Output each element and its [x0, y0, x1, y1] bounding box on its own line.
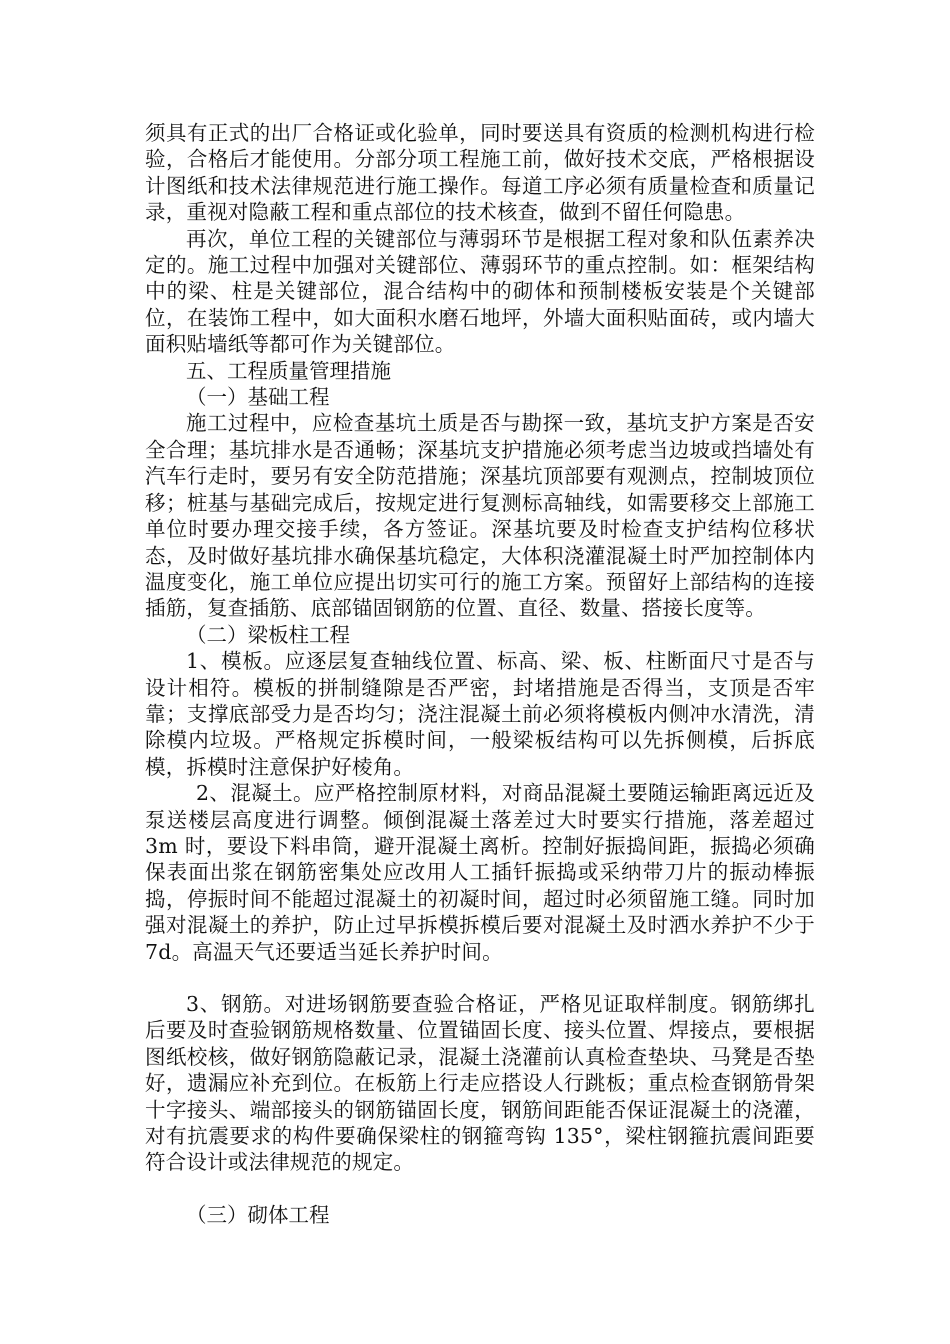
document-page [145, 120, 815, 1228]
subsection-heading-beam-slab-column: （二）梁板柱工程 [186, 622, 350, 647]
paragraph-concrete: 2、混凝土。应严格控制原材料，对商品混凝土要随运输距离远近及泵送楼层高度进行调整。倾倒混凝土落差过大时要实行措施，落差超过 3m 时，要设下料串筒，避开混凝土离析。控制好振捣间距，振捣必须确保表面出浆在钢筋密集处应改用人工插钎振捣或采纳带刀片的振动棒振捣，停振时间不能超过混凝土的初凝时间，超过时必须留施工缝。同时加强对混凝土的养护，防止过早拆模拆模后要对混凝土及时洒水养护不少于 7d。高温天气还要适当延长养护时间。 [145, 781, 815, 964]
subsection-heading-masonry: （三）砌体工程 [186, 1202, 330, 1227]
paragraph-material-inspection: 须具有正式的出厂合格证或化验单，同时要送具有资质的检测机构进行检验，合格后才能使用。分部分项工程施工前，做好技术交底，严格根据设计图纸和技术法律规范进行施工操作。每道工序必须有质量检查和质量记录，重视对隐蔽工程和重点部位的技术核查，做到不留任何隐患。 [145, 121, 815, 225]
paragraph-formwork: 1、模板。应逐层复查轴线位置、标高、梁、板、柱断面尺寸是否与设计相符。模板的拼制缝隙是否严密，封堵措施是否得当，支顶是否牢靠；支撑底部受力是否均匀；浇注混凝土前必须将模板内侧冲水清洗，清除模内垃圾。严格规定拆模时间，一般梁板结构可以先拆侧模，后拆底模，拆模时注意保护好棱角。 [145, 649, 815, 779]
section-heading-quality-measures: 五、工程质量管理措施 [186, 358, 391, 383]
paragraph-foundation: 施工过程中，应检查基坑土质是否与勘探一致，基坑支护方案是否安全合理；基坑排水是否通畅；深基坑支护措施必须考虑当边坡或挡墙处有汽车行走时，要另有安全防范措施；深基坑顶部要有观测点，控制坡顶位移；桩基与基础完成后，按规定进行复测标高轴线，如需要移交上部施工单位时要办理交接手续，各方签证。深基坑要及时检查支护结构位移状态，及时做好基坑排水确保基坑稳定，大体积浇灌混凝土时严加控制体内温度变化，施工单位应提出切实可行的施工方案。预留好上部结构的连接插筋，复查插筋、底部锚固钢筋的位置、直径、数量、搭接长度等。 [145, 411, 815, 621]
subsection-heading-foundation: （一）基础工程 [186, 385, 330, 410]
paragraph-gap [145, 965, 815, 991]
paragraph-rebar: 3、钢筋。对进场钢筋要查验合格证，严格见证取样制度。钢筋绑扎后要及时查验钢筋规格数量、位置锚固长度、接头位置、焊接点，要根据图纸校核，做好钢筋隐蔽记录，混凝土浇灌前认真检查垫块、马凳是否垫好，遗漏应补充到位。在板筋上行走应搭设人行跳板；重点检查钢筋骨架十字接头、端部接头的钢筋锚固长度，钢筋间距能否保证混凝土的浇灌，对有抗震要求的构件要确保梁柱的钢箍弯钩 135°，梁柱钢箍抗震间距要符合设计或法律规范的规定。 [145, 992, 815, 1175]
paragraph-key-parts: 再次，单位工程的关键部位与薄弱环节是根据工程对象和队伍素养决定的。施工过程中加强对关键部位、薄弱环节的重点控制。如：框架结构中的梁、柱是关键部位，混合结构中的砌体和预制楼板安装是个关键部位，在装饰工程中，如大面积水磨石地坪，外墙大面积贴面砖，或内墙大面积贴墙纸等都可作为关键部位。 [145, 226, 815, 357]
paragraph-gap [145, 1176, 815, 1202]
